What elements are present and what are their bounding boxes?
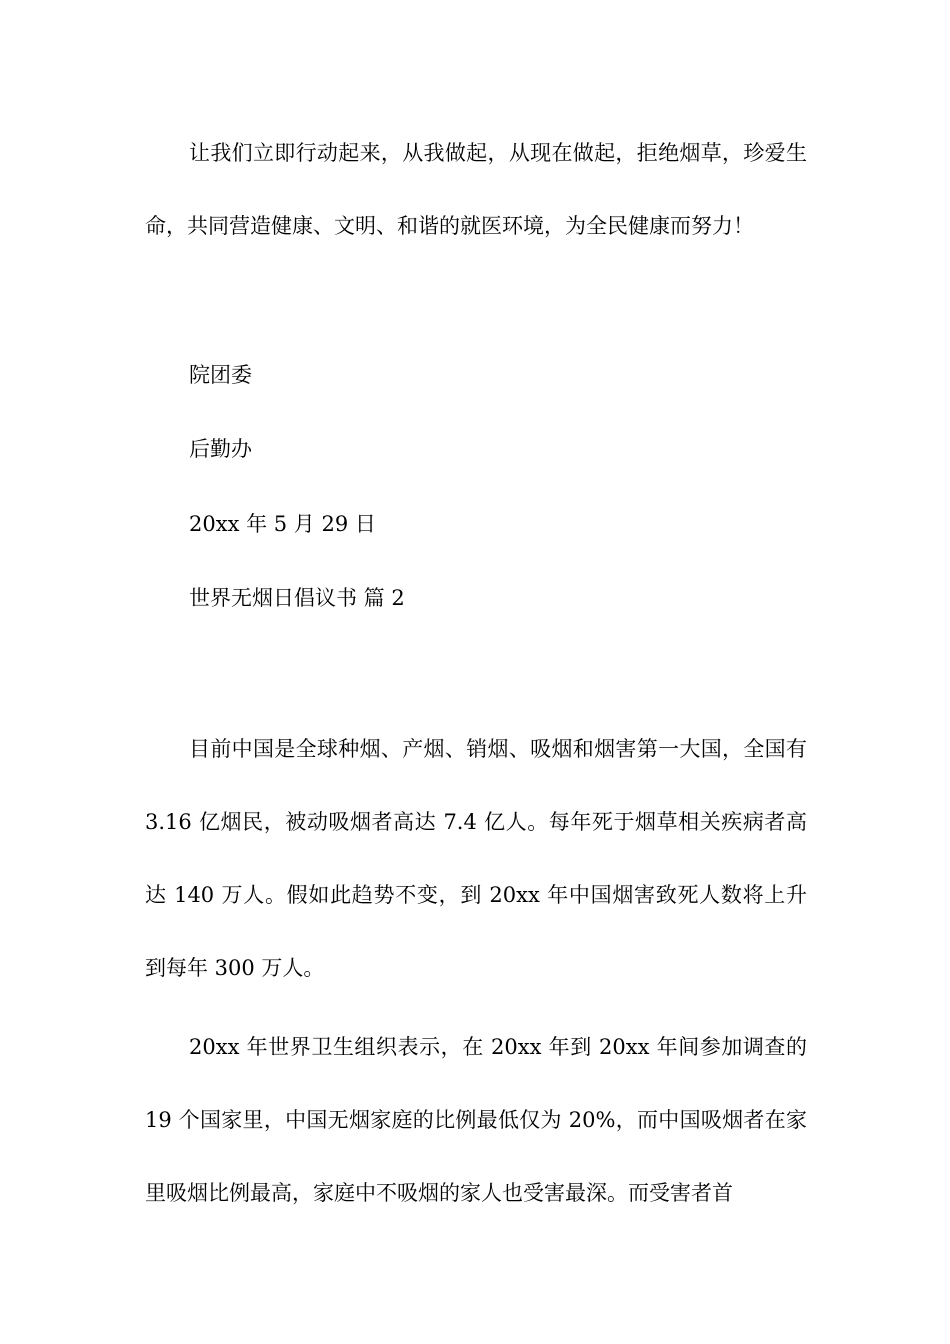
- signature-logistics-office: 后勤办: [189, 437, 252, 461]
- body-paragraph-statistics: 目前中国是全球种烟、产烟、销烟、吸烟和烟害第一大国，全国有 3.16 亿烟民，被动吸烟者高达 7.4 亿人。每年死于烟草相关疾病者高达 140 万人。假如此趋势不变，到 20xx 年中国烟害致死人数将上升到每年 300 万人。: [145, 737, 807, 980]
- body-paragraph-who-survey: 20xx 年世界卫生组织表示，在 20xx 年到 20xx 年间参加调查的 19 个国家里，中国无烟家庭的比例最低仅为 20%，而中国吸烟者在家里吸烟比例最高，家庭中不吸烟的家人也受害最深。而受害者首: [145, 1035, 807, 1205]
- document-date: 20xx 年 5 月 29 日: [189, 512, 376, 536]
- section-heading: 世界无烟日倡议书 篇 2: [189, 586, 405, 610]
- closing-paragraph: 让我们立即行动起来，从我做起，从现在做起，拒绝烟草，珍爱生命，共同营造健康、文明、和谐的就医环境，为全民健康而努力！: [145, 141, 807, 238]
- signature-youth-league: 院团委: [189, 363, 252, 387]
